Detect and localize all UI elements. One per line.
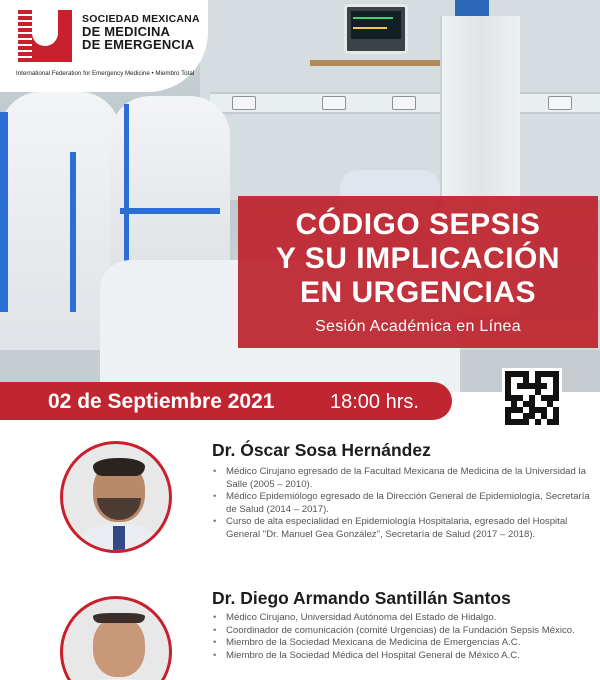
title-subtitle: Sesión Académica en Línea [315, 318, 521, 335]
health-worker-figure [110, 96, 230, 286]
smme-logo-icon [18, 10, 72, 62]
speaker-1-bio-item: • Curso de alta especialidad en Epidemiología Hospitalaria, egresado del Hospital General "Dr. Manuel Gea González", Secretaría de Salud (2017 – 2018). [212, 516, 592, 541]
event-time: 18:00 hrs. [330, 391, 419, 413]
outlet-icon [322, 96, 346, 110]
title-line-2: Y SU IMPLICACIÓN [275, 242, 561, 275]
patient-monitor-icon [344, 4, 408, 54]
speaker-1-name: Dr. Óscar Sosa Hernández [212, 440, 431, 460]
speaker-2-bio-item: • Miembro de la Sociedad Mexicana de Medicina de Emergencias A.C. [212, 637, 592, 650]
logo-line-1: SOCIEDAD MEXICANA [82, 13, 200, 25]
speaker-2-photo [60, 596, 172, 680]
speaker-1-bio [212, 466, 592, 542]
speaker-2-name: Dr. Diego Armando Santillán Santos [212, 588, 511, 608]
outlet-icon [392, 96, 416, 110]
speaker-1-bio-item: • Médico Epidemiólogo egresado de la Dirección General de Epidemiología, Secretaría de Salud (2014 – 2017). [212, 491, 592, 516]
speaker-2-bio-item: • Coordinador de comunicación (comité Urgencias) de la Fundación Sepsis México. [212, 625, 592, 638]
speaker-1-bio-item: • Médico Cirujano egresado de la Facultad Mexicana de Medicina de la Universidad la Salle (2005 – 2010). [212, 466, 592, 491]
speaker-1-photo [60, 441, 172, 553]
logo-block [0, 0, 208, 92]
title-line-1: CÓDIGO SEPSIS [295, 208, 541, 241]
logo-subtitle: International Federation for Emergency Medicine • Miembro Total [16, 70, 195, 77]
speaker-2-bio [212, 612, 592, 662]
logo-text [82, 14, 202, 51]
qr-pattern [505, 371, 559, 425]
outlet-icon [232, 96, 256, 110]
date-bar [0, 382, 452, 420]
speaker-2-bio-item: • Miembro de la Sociedad Médica del Hospital General de México A.C. [212, 650, 592, 663]
logo-line-3: DE EMERGENCIA [82, 37, 195, 52]
qr-code-icon[interactable] [502, 368, 562, 428]
wall-shelf [310, 60, 440, 66]
outlet-icon [548, 96, 572, 110]
title-line-3: EN URGENCIAS [299, 276, 537, 309]
event-date: 02 de Septiembre 2021 [48, 390, 275, 413]
speaker-2-bio-item: • Médico Cirujano, Universidad Autónoma del Estado de Hidalgo. [212, 612, 592, 625]
logo-line-2: DE MEDICINA [82, 24, 171, 39]
title-card [238, 196, 598, 348]
